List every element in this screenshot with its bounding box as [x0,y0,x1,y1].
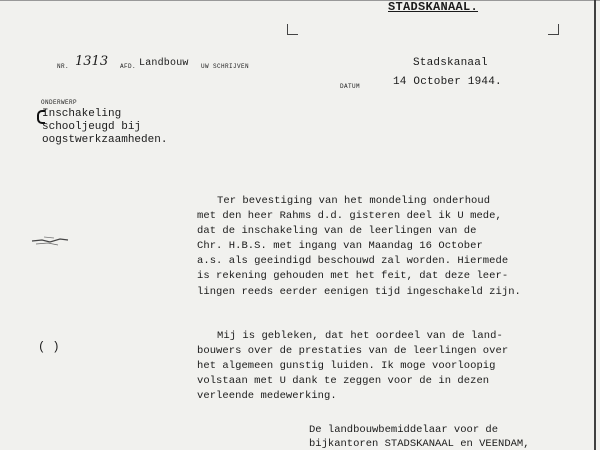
place: Stadskanaal [413,57,488,69]
corner-mark-left [287,24,298,35]
body-line: is rekening gehouden met het feit, dat deze leer- [197,270,509,283]
subject-line: Inschakeling [42,108,122,120]
subject-line: schooljeugd bij [42,121,142,133]
letterhead-town: STADSKANAAL. [388,0,479,14]
margin-scribble [30,232,70,250]
closing-line: De landbouwbemiddelaar voor de [309,424,499,436]
subject-block [42,108,202,147]
margin-parens: ( ) [38,340,60,354]
body-line: bouwers over de prestaties van de leerlingen over [197,345,509,358]
top-edge-line [0,0,600,1]
afd-value: Landbouw [139,58,189,69]
paragraph-2 [197,329,587,404]
body-line: Ter bevestiging van het mondeling onderhoud [217,195,491,207]
right-page-edge [594,0,596,450]
body-line: verleende medewerking. [197,390,337,403]
body-line: met den heer Rahms d.d. gisteren deel ik U mede, [197,210,502,223]
letter-date: 14 October 1944. [393,76,502,88]
body-line: dat de inschakeling van de leerlingen van de [197,225,477,238]
body-line: a.s. als geeindigd beschouwd zal worden. Hiermede [197,255,509,268]
nr-label: NR. [57,63,70,70]
onderwerp-label: ONDERWERP [41,99,78,106]
nr-value: 1313 [75,54,109,69]
closing-line: bijkantoren STADSKANAAL en VEENDAM, [309,438,530,450]
body-line: Mij is gebleken, dat het oordeel van de land- [217,330,503,342]
datum-label: DATUM [340,83,361,90]
paragraph-1 [197,194,587,300]
closing-block [309,423,530,450]
body-line: lingen reeds eerder eenigen tijd ingeschakeld zijn. [197,285,521,298]
corner-mark-right [548,24,559,35]
body-line: Chr. H.B.S. met ingang van Maandag 16 October [197,240,483,253]
body-line: volstaan met U dank te zeggen voor de in dezen [197,375,490,388]
body-line: het algemeen gunstig luiden. Ik moge voorloopig [197,360,496,373]
uw-schrijven-label: UW SCHRIJVEN [201,63,250,70]
afd-label: AFD. [120,63,137,70]
subject-line: oogstwerkzaamheden. [42,134,168,146]
